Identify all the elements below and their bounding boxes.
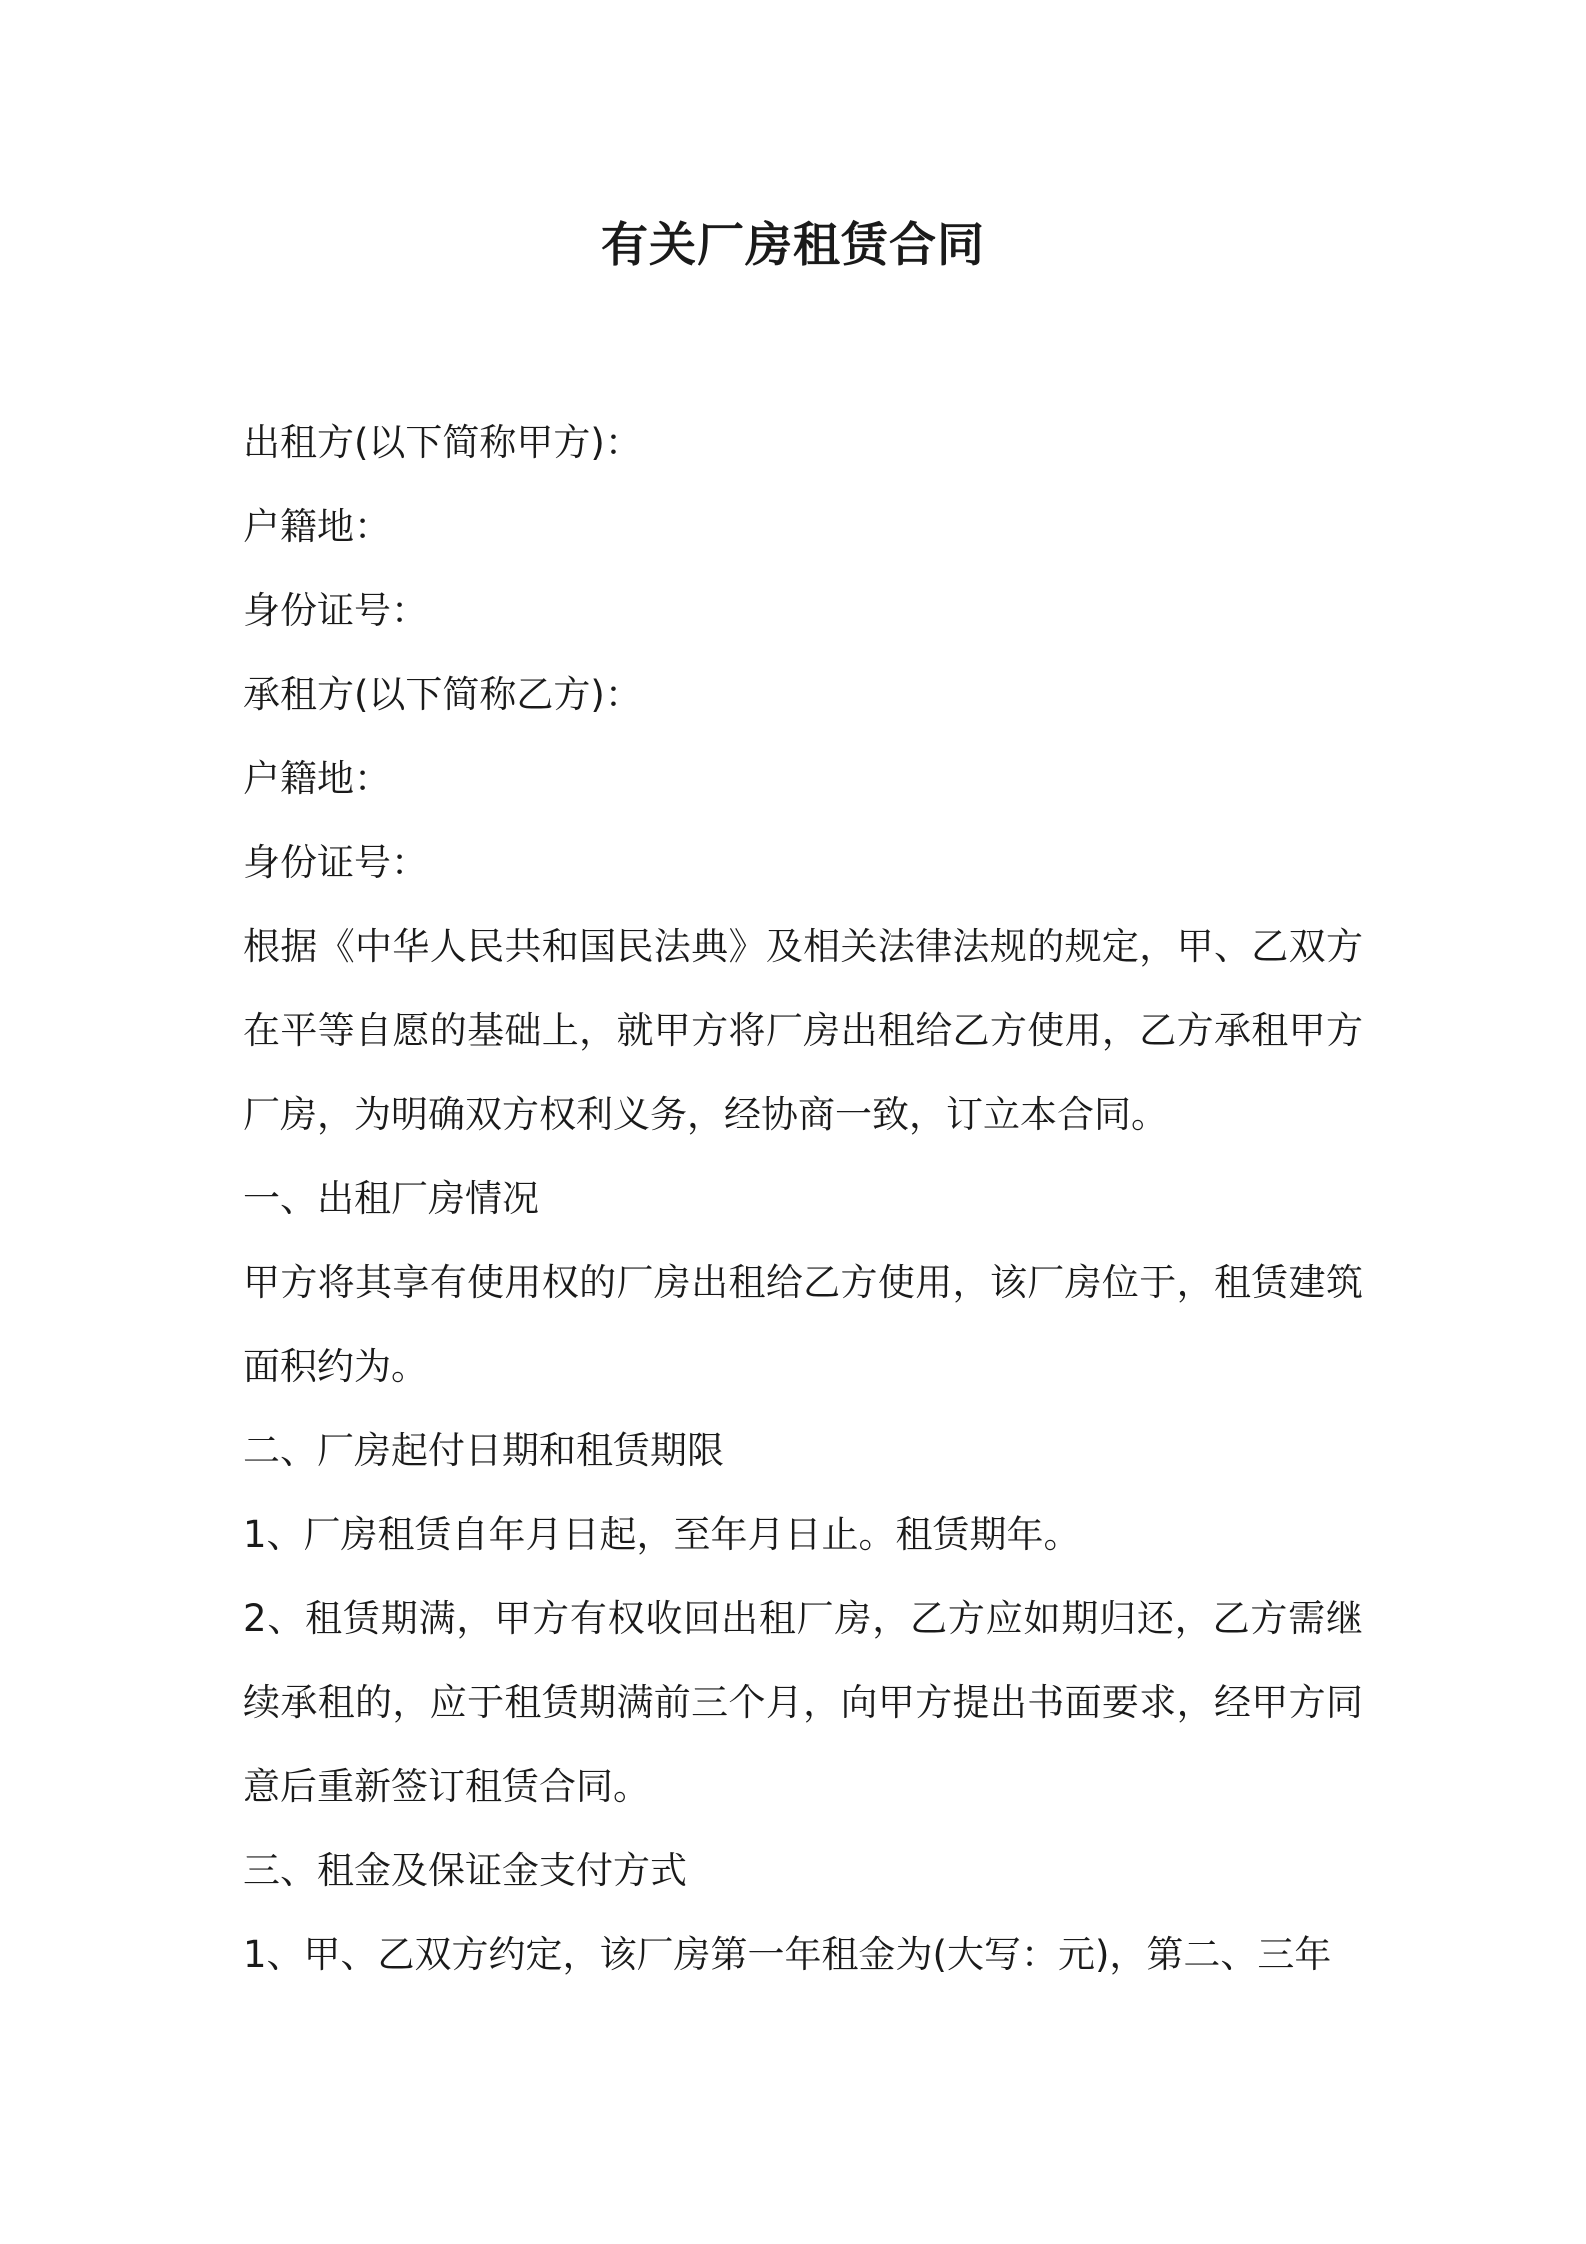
document-body [243,401,1363,1997]
section-3-item-1: 1、甲、乙双方约定，该厂房第一年租金为(大写：元)，第二、三年 [243,1933,1332,1976]
document-title: 有关厂房租赁合同 [601,218,985,273]
intro-paragraph: 根据《中华人民共和国民法典》及相关法律法规的规定，甲、乙双方在平等自愿的基础上，就甲方将厂房出租给乙方使用，乙方承租甲方厂房，为明确双方权利义务，经协商一致，订立本合同。 [243,925,1363,1136]
lessee-domicile-line: 户籍地： [243,757,391,800]
lessee-id-line: 身份证号： [243,841,428,884]
lessee-line: 承租方(以下简称乙方)： [243,673,642,716]
section-3-heading: 三、租金及保证金支付方式 [243,1849,687,1892]
section-2-item-1: 1、厂房租赁自年月日起，至年月日止。租赁期年。 [243,1513,1081,1556]
lessor-id-line: 身份证号： [243,589,428,632]
section-1-heading: 一、出租厂房情况 [243,1177,539,1220]
lessor-line: 出租方(以下简称甲方)： [243,421,642,464]
section-2-heading: 二、厂房起付日期和租赁期限 [243,1429,724,1472]
lessor-domicile-line: 户籍地： [243,505,391,548]
section-1-text: 甲方将其享有使用权的厂房出租给乙方使用，该厂房位于，租赁建筑面积约为。 [243,1261,1363,1388]
section-2-item-2: 2、租赁期满，甲方有权收回出租厂房，乙方应如期归还，乙方需继续承租的，应于租赁期满前三个月，向甲方提出书面要求，经甲方同意后重新签订租赁合同。 [243,1597,1363,1808]
